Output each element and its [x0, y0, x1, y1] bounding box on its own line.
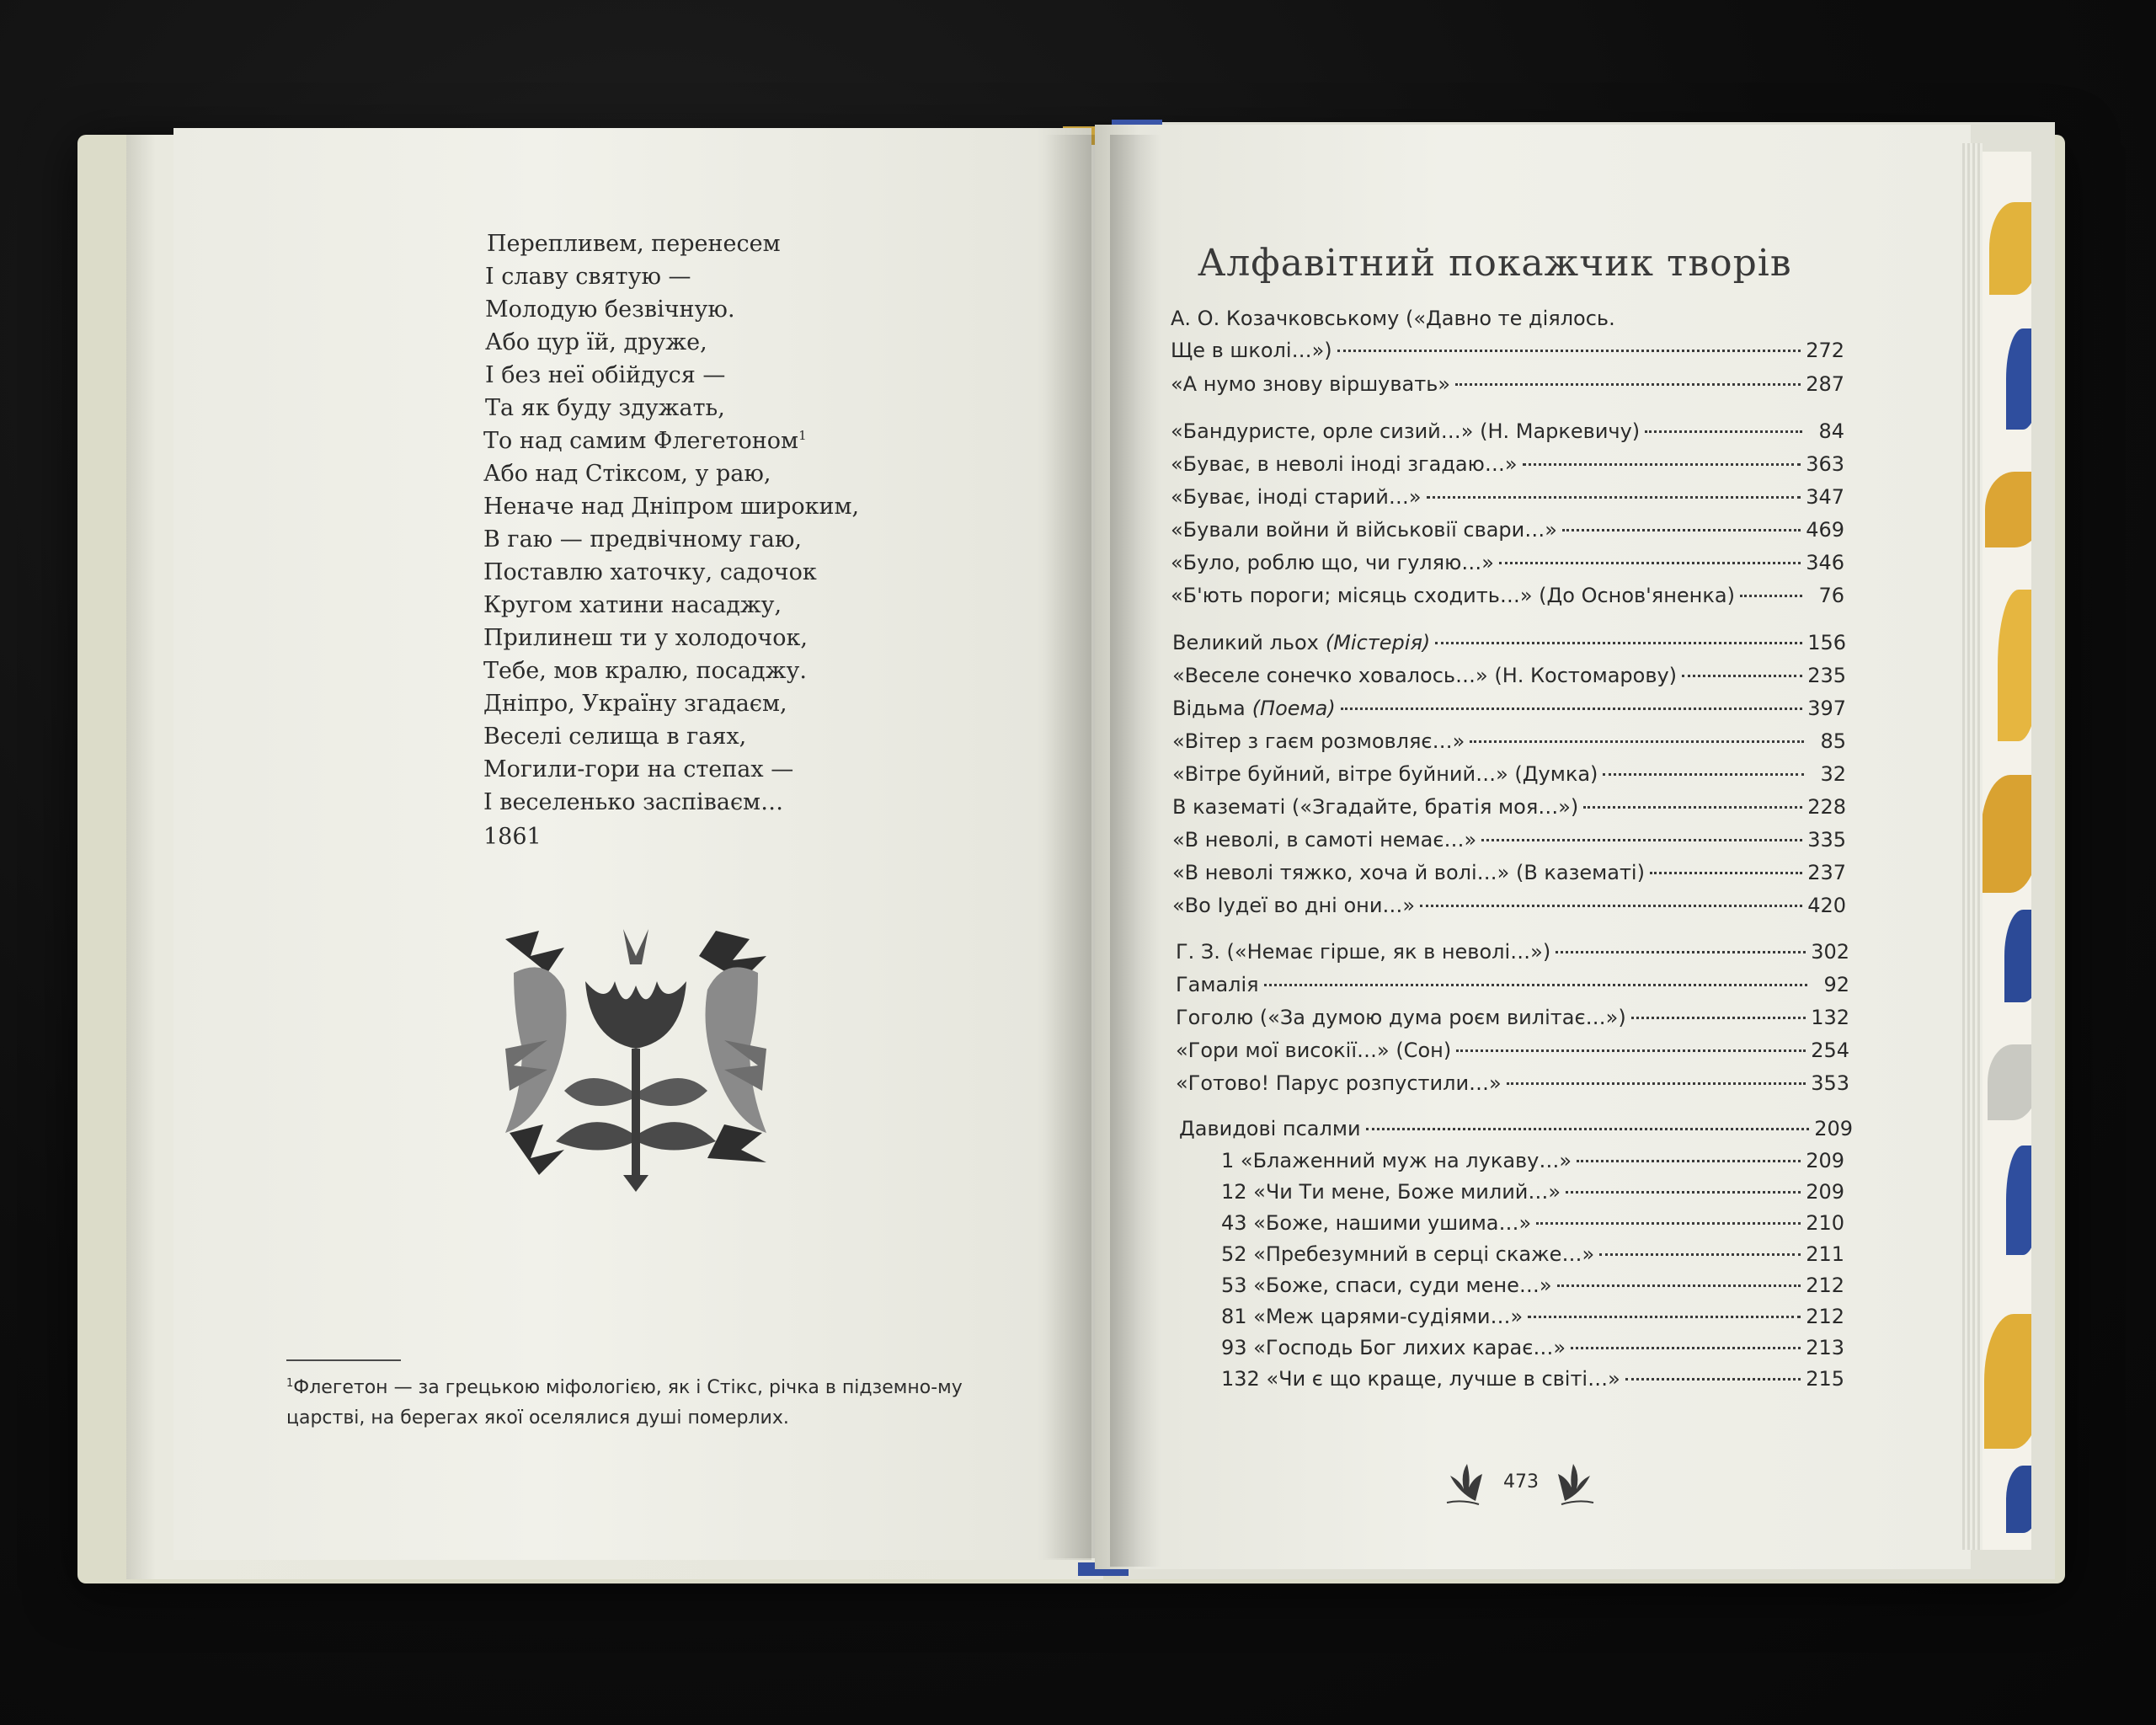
index-entry-title: 52 «Пребезумний в серці скаже…»: [1221, 1242, 1595, 1266]
index-entry-title: «Готово! Парус розпустили…»: [1176, 1071, 1502, 1095]
index-entry: [1176, 1070, 1849, 1097]
index-entry-title: А. О. Козачковському («Давно те діялось.: [1171, 307, 1615, 330]
dot-leader: [1577, 1160, 1801, 1162]
index-page-number: 287: [1806, 372, 1844, 396]
dot-leader: [1499, 562, 1801, 564]
dot-leader: [1481, 839, 1802, 841]
dot-leader: [1456, 1049, 1806, 1052]
footnote-mark: 1: [286, 1377, 294, 1390]
index-page-number: 237: [1807, 861, 1846, 884]
dot-leader: [1427, 496, 1801, 499]
dot-leader: [1536, 1222, 1801, 1225]
index-entry-title: «А нумо знову віршувать»: [1171, 372, 1451, 396]
index-page-number: 156: [1807, 631, 1846, 654]
index-entry: [1171, 418, 1844, 445]
index-entry-title: «Вітре буйний, вітре буйний…» (Думка): [1172, 762, 1598, 786]
index-entry: [1176, 1004, 1849, 1031]
dot-leader: [1562, 529, 1801, 531]
dot-leader: [1523, 463, 1801, 466]
index-entry-title: «Гори мої високії…» (Сон): [1176, 1039, 1452, 1062]
index-page-number: 346: [1806, 551, 1844, 574]
dot-leader: [1650, 872, 1802, 874]
poem-line: І без неї обійдуся —: [485, 362, 726, 388]
index-entry-title: 53 «Боже, спаси, суди мене…»: [1221, 1274, 1552, 1297]
index-entry-title: В казематі («Згадайте, братія моя…»): [1172, 795, 1579, 819]
index-entry-title: «Було, роблю що, чи гуляю…»: [1171, 551, 1494, 574]
index-entry: [1172, 695, 1846, 722]
index-page-number: 209: [1814, 1117, 1853, 1140]
index-entry: [1172, 761, 1846, 788]
illustrated-endpaper: [1981, 152, 2031, 1550]
index-entry-title: Відьма: [1172, 697, 1246, 720]
index-entry-title: «Буває, іноді старий…»: [1171, 485, 1422, 509]
index-page-number: 347: [1806, 485, 1844, 509]
index-subentry: [1221, 1272, 1844, 1299]
poem-line: І веселенько заспіваєм…: [483, 789, 784, 815]
index-entry-title: Давидові псалми: [1179, 1117, 1361, 1140]
index-entry-title: «В неволі тяжко, хоча й волі…» (В казематі): [1172, 861, 1645, 884]
index-page-number: 132: [1811, 1006, 1849, 1029]
index-page-number: 32: [1820, 762, 1846, 786]
index-entry-title: 81 «Меж царями-судіями…»: [1221, 1305, 1524, 1328]
index-page-number: 353: [1811, 1071, 1849, 1095]
index-page-number: 363: [1806, 452, 1844, 476]
index-subentry: [1221, 1241, 1844, 1268]
index-entry: [1171, 582, 1844, 609]
index-page-number: 420: [1807, 894, 1846, 917]
footnote-reference[interactable]: 1: [798, 428, 807, 443]
dot-leader: [1571, 1347, 1801, 1349]
index-page-number: 212: [1806, 1305, 1844, 1328]
index-page-number: 84: [1818, 419, 1844, 443]
footnote: [286, 1373, 1011, 1434]
index-entry: [1172, 662, 1846, 689]
index-entry: [1171, 305, 1844, 332]
index-entry-title: Ще в школі…»): [1171, 339, 1332, 362]
index-page-number: 228: [1807, 795, 1846, 819]
index-entry-title: Гамалія: [1176, 973, 1259, 996]
poem-line: І славу святую —: [485, 264, 691, 290]
index-entry-title: «Вітер з гаєм розмовляє…»: [1172, 729, 1465, 753]
index-entry: [1171, 371, 1844, 398]
poem-line: Поставлю хаточку, садочок: [483, 559, 817, 585]
gutter-shadow-left: [1044, 135, 1095, 1558]
index-entry: [1176, 1037, 1849, 1064]
poem-line: Веселі селища в гаях,: [483, 724, 747, 750]
index-entry-title: 1 «Блаженний муж на лукаву…»: [1221, 1149, 1572, 1172]
poem-line-text: То над самим Флегетоном: [483, 428, 799, 454]
index-page-number: 397: [1807, 697, 1846, 720]
dot-leader: [1507, 1082, 1806, 1085]
dot-leader: [1625, 1378, 1801, 1381]
page-edges: [1962, 143, 1983, 1550]
gutter-shadow-right: [1110, 135, 1161, 1567]
index-subentry: [1221, 1334, 1844, 1361]
index-page-number: 302: [1811, 940, 1849, 964]
index-entry-title: 132 «Чи є що краще, лучше в світі…»: [1221, 1367, 1620, 1391]
dot-leader: [1645, 430, 1802, 433]
page-number: 473: [1503, 1471, 1539, 1493]
index-page-number: 254: [1811, 1039, 1849, 1062]
index-entry: [1176, 938, 1849, 965]
index-subentry: [1221, 1147, 1844, 1174]
index-entry: [1171, 516, 1844, 543]
index-entry: [1171, 337, 1844, 364]
index-entry: [1172, 793, 1846, 820]
index-page-number: 272: [1806, 339, 1844, 362]
dot-leader: [1566, 1191, 1801, 1194]
index-entry-title: «Буває, в неволі іноді згадаю…»: [1171, 452, 1518, 476]
dot-leader: [1583, 806, 1802, 809]
index-entry: [1176, 971, 1849, 998]
poem-year: 1861: [483, 824, 542, 850]
poem-line: Прилинеш ти у холодочок,: [483, 625, 808, 651]
index-subentry: [1221, 1365, 1844, 1392]
poem-line: Неначе над Дніпром широким,: [483, 494, 860, 520]
dot-leader: [1470, 740, 1804, 743]
index-entry-title: 43 «Боже, нашими ушима…»: [1221, 1211, 1532, 1235]
folio-flower-icon: [1555, 1459, 1598, 1506]
index-entry-genre: (Містерія): [1325, 631, 1431, 654]
poem-line: Перепливем, перенесем: [487, 231, 781, 257]
index-entry: [1171, 549, 1844, 576]
index-page-number: 209: [1806, 1149, 1844, 1172]
index-entry-title: 93 «Господь Бог лихих карає…»: [1221, 1336, 1566, 1359]
dot-leader: [1682, 675, 1802, 677]
index-page-number: 209: [1806, 1180, 1844, 1204]
dot-leader: [1603, 773, 1804, 776]
index-page-number: 76: [1818, 584, 1844, 607]
index-subentry: [1221, 1210, 1844, 1236]
index-entry: [1172, 629, 1846, 656]
poem-line: Або над Стіксом, у раю,: [483, 461, 771, 487]
index-page-number: 235: [1807, 664, 1846, 687]
index-entry: [1171, 483, 1844, 510]
dot-leader: [1435, 642, 1802, 644]
index-page-number: 211: [1806, 1242, 1844, 1266]
dot-leader: [1599, 1253, 1801, 1256]
poem-line: Могили-гори на степах —: [483, 756, 794, 782]
poem-line: Дніпро, Україну згадаєм,: [483, 691, 787, 717]
poem-line: В гаю — предвічному гаю,: [483, 526, 802, 553]
index-entry-title: Великий льох: [1172, 631, 1319, 654]
footnote-rule: [286, 1359, 401, 1361]
index-entry-title: «Бували войни й військовії свари…»: [1171, 518, 1557, 542]
dot-leader: [1557, 1284, 1801, 1287]
index-entry-title: «В неволі, в самоті немає…»: [1172, 828, 1477, 852]
index-page-number: 212: [1806, 1274, 1844, 1297]
dot-leader: [1631, 1017, 1806, 1019]
index-entry: [1172, 826, 1846, 853]
index-page-number: 85: [1820, 729, 1846, 753]
footnote-text: Флегетон — за грецькою міфологією, як і Стікс, річка в підземно-му царстві, на берегах якої оселялися душі померлих.: [286, 1377, 963, 1429]
dot-leader: [1366, 1128, 1810, 1130]
index-page-number: 213: [1806, 1336, 1844, 1359]
index-entry: [1172, 728, 1846, 755]
dot-leader: [1740, 595, 1802, 597]
index-entry-title: «Во Іудеї во дні они…»: [1172, 894, 1416, 917]
index-subentry: [1221, 1303, 1844, 1330]
index-entry-title: Гоголю («За думою дума роєм вилітає…»): [1176, 1006, 1626, 1029]
poem-line: Кругом хатини насаджу,: [483, 592, 782, 618]
index-entry-title: «Веселе сонечко ховалось…» (Н. Костомарову): [1172, 664, 1678, 687]
index-page-number: 210: [1806, 1211, 1844, 1235]
index-entry: [1172, 859, 1846, 886]
poem-line: Молодую безвічную.: [485, 296, 735, 323]
poem-line: Тебе, мов кралю, посаджу.: [483, 658, 807, 684]
dot-leader: [1341, 708, 1802, 710]
poem-line: [483, 425, 955, 457]
dot-leader: [1455, 383, 1801, 386]
poem-text: [483, 227, 955, 853]
index-page-number: 469: [1806, 518, 1844, 542]
dot-leader: [1528, 1316, 1801, 1318]
folk-ornament-illustration: [497, 922, 775, 1192]
index-page-number: 92: [1823, 973, 1849, 996]
index-entry-title: «Б'ють пороги; місяць сходить…» (До Основ'яненка): [1171, 584, 1735, 607]
index-subentry: [1221, 1178, 1844, 1205]
index-entry-title: «Бандуристе, орле сизий…» (Н. Маркевичу): [1171, 419, 1641, 443]
index-entry-genre: (Поема): [1251, 697, 1336, 720]
index-entry-title: 12 «Чи Ти мене, Боже милий…»: [1221, 1180, 1561, 1204]
index-entry-title: Г. З. («Немає гірше, як в неволі…»): [1176, 940, 1551, 964]
dot-leader: [1337, 350, 1801, 352]
dot-leader: [1264, 984, 1807, 986]
index-page-number: 335: [1807, 828, 1846, 852]
index-entry: [1171, 451, 1844, 478]
index-entry: [1179, 1115, 1853, 1142]
poem-line: Або цур їй, друже,: [485, 329, 707, 355]
dot-leader: [1556, 951, 1806, 953]
index-page-number: 215: [1806, 1367, 1844, 1391]
poem-line: Та як буду здужать,: [485, 395, 725, 421]
dot-leader: [1420, 905, 1802, 907]
index-entry: [1172, 892, 1846, 919]
index-title: Алфавітний покажчик творів: [1198, 242, 1792, 286]
